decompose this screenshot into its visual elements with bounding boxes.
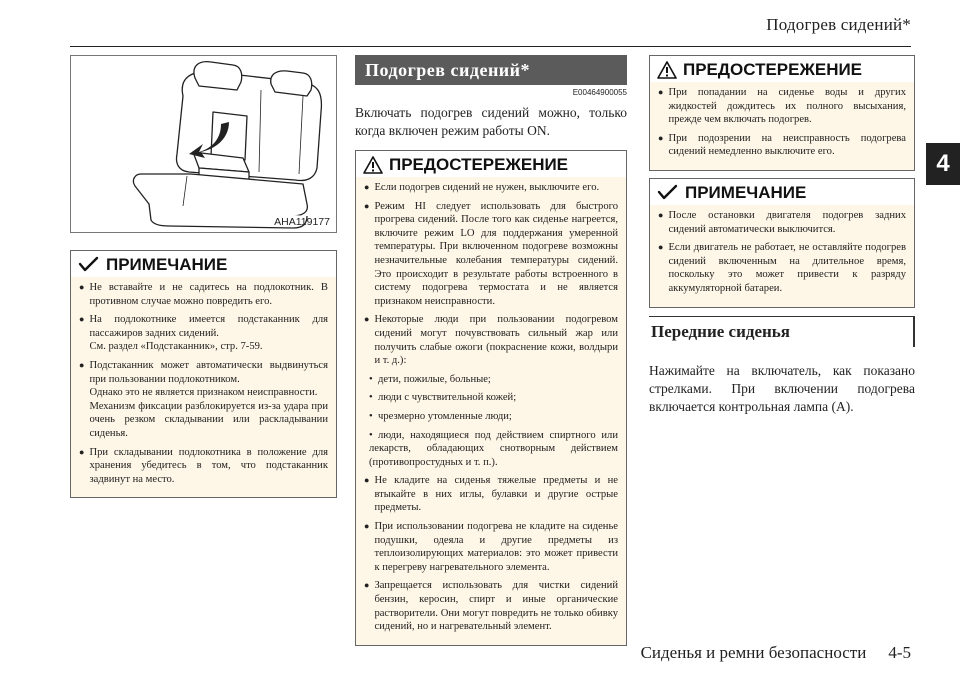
- sub-list-item: • дети, пожилые, больные;: [369, 373, 491, 385]
- section-intro: Включать подогрев сидений можно, только когда включен режим работы ON.: [355, 105, 627, 138]
- caution-box-heater: [355, 150, 627, 646]
- note-heading: [650, 179, 914, 205]
- list-item: ● При использовании подогрева не кладите на сиденье подушки, одеяла и другие предметы из теплоизолирующих материалов: это может привести к перегреву нагревательного элемента.: [364, 521, 618, 573]
- list-item: ● Если подогрев сидений не нужен, выключите его.: [364, 182, 600, 193]
- list-item: ● Запрещается использовать для чистки сидений бензин, керосин, спирт и иные органические растворители. Они могут повредить не только обивку сидений, но и нагревательный элемент.: [364, 580, 618, 633]
- header-divider: [70, 46, 911, 47]
- list-item: ● Если двигатель не работает, не оставляйте подогрев сидений включенным на длительное время, поскольку это может привести к разряду аккумуляторной батареи.: [658, 242, 906, 294]
- seat-illustration: [70, 55, 337, 233]
- list-item: ● При попадании на сиденье воды и других жидкостей дождитесь их полного высыхания, прежде чем включать подогрев.: [658, 87, 906, 126]
- list-item: ● Не вставайте и не садитесь на подлокотник. В противном случае можно повредить его.: [79, 282, 328, 307]
- footer-section: Сиденья и ремни безопасности: [640, 643, 867, 662]
- warning-triangle-icon: [363, 156, 383, 174]
- caution-heading: [650, 56, 914, 82]
- list-item: ● После остановки двигателя подогрев задних сидений автоматически выключится.: [658, 210, 906, 235]
- section-code: E00464900055: [572, 88, 627, 97]
- note-heading-text: ПРИМЕЧАНИЕ: [685, 183, 807, 202]
- note-box-armrest: [70, 250, 337, 498]
- sub-list-item: • чрезмерно утомленные люди;: [369, 410, 512, 422]
- section-title: Подогрев сидений*: [355, 55, 627, 85]
- pencil-check-icon: [78, 256, 100, 274]
- sub-list-item: • люди с чувствительной кожей;: [369, 392, 517, 404]
- sub-list-item: • люди, находящиеся под действием спиртного или лекарств, обладающих снотворным действием (противопростудных и т. п.).: [369, 429, 618, 468]
- caution-heading-text: ПРЕДОСТЕРЕЖЕНИЕ: [389, 155, 569, 174]
- note-heading: [71, 251, 336, 277]
- caution-heading-text: ПРЕДОСТЕРЕЖЕНИЕ: [683, 60, 863, 79]
- page-number: 4-5: [888, 643, 911, 662]
- list-item: ● На подлокотнике имеется подстаканник для пассажиров задних сидений. См. раздел «Подстаканник», стр. 7-59.: [79, 314, 328, 353]
- note-box-battery: [649, 178, 915, 308]
- note-heading-text: ПРИМЕЧАНИЕ: [106, 255, 228, 274]
- chapter-tab: 4: [926, 143, 960, 185]
- list-item: ● При подозрении на неисправность подогрева сидений немедленно выключите его.: [658, 132, 906, 158]
- page-footer: [641, 643, 911, 663]
- list-item: ● Некоторые люди при пользовании подогревом сидений могут почувствовать сильный жар или получить слабые ожоги (покраснение кожи, волдыри и т. д.):: [364, 314, 618, 367]
- caution-heading: [356, 151, 626, 177]
- rear-seat-armrest-drawing: [71, 56, 336, 232]
- warning-triangle-icon: [657, 61, 677, 79]
- pencil-check-icon: [657, 184, 679, 202]
- list-item: ● Подстаканник может автоматически выдвинуться при пользовании подлокотником. Однако это не является признаком неисправности. Механизм фиксации разблокируется из-за удара при очень резком складывании или раскладывании сиденья.: [79, 359, 328, 439]
- caution-box-liquids: [649, 55, 915, 171]
- list-item: ● Не кладите на сиденья тяжелые предметы и не втыкайте в них иглы, булавки и другие острые предметы.: [364, 475, 618, 514]
- subsection-title: Передние сиденья: [649, 316, 915, 347]
- page-header-title: Подогрев сидений*: [766, 15, 911, 34]
- list-item: ● Режим HI следует использовать для быстрого прогрева сидений. После того как сиденье нагреется, включите режим LO для поддержания умеренной температуры. При включенном подогреве возможны незначительные колебания температуры сидений. Это происходит в результате работы встроенного в систему подогрева термостата и не является признаком неисправности.: [364, 200, 618, 307]
- front-seats-text: Нажимайте на включатель, как показано стрелками. При включении подогрева включается контрольная лампа (A).: [649, 363, 915, 414]
- figure-code: AHA119177: [274, 216, 330, 228]
- list-item: ● При складывании подлокотника в положение для хранения убедитесь в том, что подстаканник задвинут на место.: [79, 446, 328, 485]
